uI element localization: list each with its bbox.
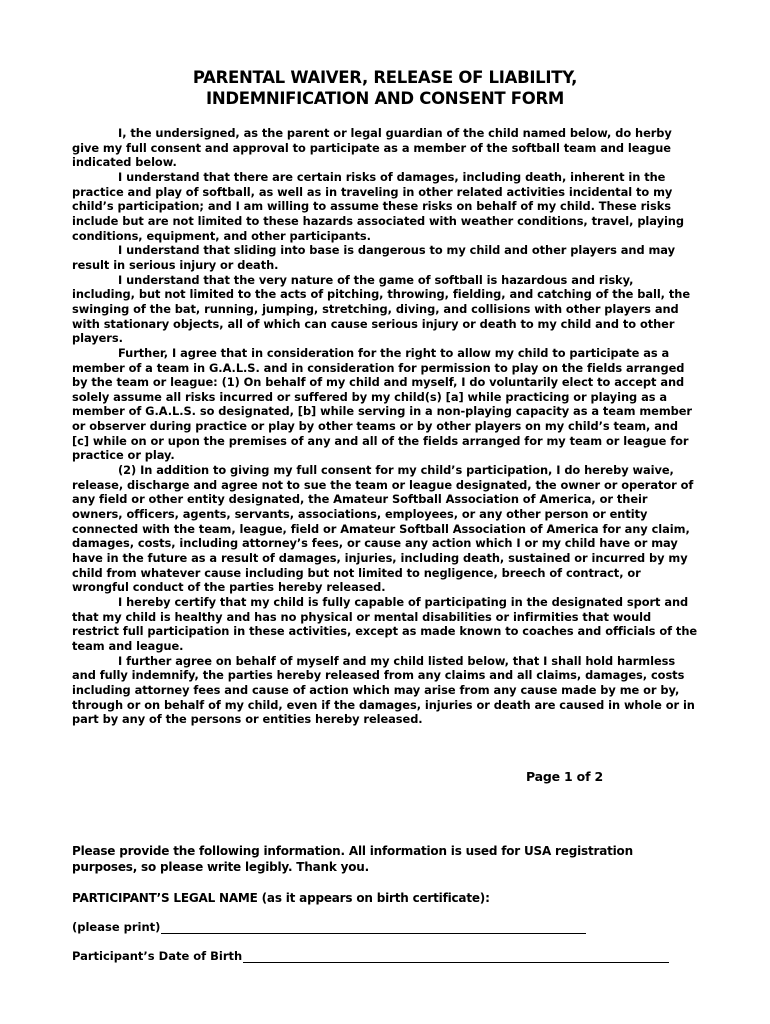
date-of-birth-row [72,949,669,963]
waiver-body [72,126,698,727]
page-number: Page 1 of 2 [526,769,603,784]
paragraph-assumption-of-risk: Further, I agree that in consideration for the right to allow my child to participate as a member of a team in G.A.L.S. and in consideration for permission to play on the fields arranged by the team or league: (1) On behalf of my child and myself, I do voluntarily elect to accept and solely assume all risks incurred or suffered by my child(s) [a] while practicing or playing as a member of G.A.L.S. so designated, [b] while serving in a non-playing capacity as a team member or observer during practice or play by other teams or by other players on my child’s team, and [c] while on or upon the premises of any and all of the fields arranged for my team or league for practice or play. [72,345,692,463]
print-name-row [72,920,586,934]
print-name-label: (please print) [72,920,161,934]
date-of-birth-field[interactable] [243,950,669,963]
paragraph-release: (2) In addition to giving my full consent for my child’s participation, I do hereby waive, release, discharge and agree not to sue the team or league designated, the owner or operator of any field or other entity designated, the Amateur Softball Association of America, or their owners, officers, agents, servants, associations, employees, or any other person or entity connected with the team, league, field or Amateur Softball Association of America for any claim, damages, costs, including attorney’s fees, or cause any action which I or my child have or may have in the future as a result of damages, injuries, including death, sustained or incurred by my child from whatever cause including but not limited to negligence, breech of contract, or wrongful conduct of the parties hereby released. [72,463,694,595]
form-title [0,67,770,109]
paragraph-consent: I, the undersigned, as the parent or legal guardian of the child named below, do herby give my full consent and approval to participate as a member of the softball team and league indicated below. [72,126,672,170]
legal-name-heading: PARTICIPANT’S LEGAL NAME (as it appears on birth certificate): [72,891,490,905]
form-title-line-2: INDEMNIFICATION AND CONSENT FORM [205,89,565,108]
paragraph-certification: I hereby certify that my child is fully capable of participating in the designated sport and that my child is healthy and has no physical or mental disabilities or infirmities that would restrict full participation in these activities, except as made known to coaches and officials of the team and league. [72,595,698,653]
date-of-birth-label: Participant’s Date of Birth [72,949,243,963]
paragraph-risks: I understand that there are certain risks of damages, including death, inherent in the practice and play of softball, as well as in traveling in other related activities incidental to my child’s participation; and I am willing to assume these risks on behalf of my child. These risks include but are not limited to these hazards associated with weather conditions, travel, playing conditions, equipment, and other participants. [72,169,684,243]
info-instructions: Please provide the following information. All information is used for USA registration purposes, so please write legibly. Thank you. [72,844,633,874]
paragraph-nature-of-game: I understand that the very nature of the game of softball is hazardous and risky, including, but not limited to the acts of pitching, throwing, fielding, and catching of the ball, the swinging of the bat, running, jumping, stretching, diving, and collisions with other players and with stationary objects, all of which can cause serious injury or death to my child and to other players. [72,272,691,346]
form-title-line-1: PARENTAL WAIVER, RELEASE OF LIABILITY, [192,68,578,87]
paragraph-sliding: I understand that sliding into base is dangerous to my child and other players and may result in serious injury or death. [72,243,675,272]
print-name-field[interactable] [161,921,586,934]
paragraph-indemnify: I further agree on behalf of myself and my child listed below, that I shall hold harmless and fully indemnify, the parties hereby released from any claims and all claims, damages, costs including attorney fees and cause of action which may arise from any cause made by me or by, through or on behalf of my child, even if the damages, injuries or death are caused in whole or in part by any of the persons or entities hereby released. [72,653,695,727]
